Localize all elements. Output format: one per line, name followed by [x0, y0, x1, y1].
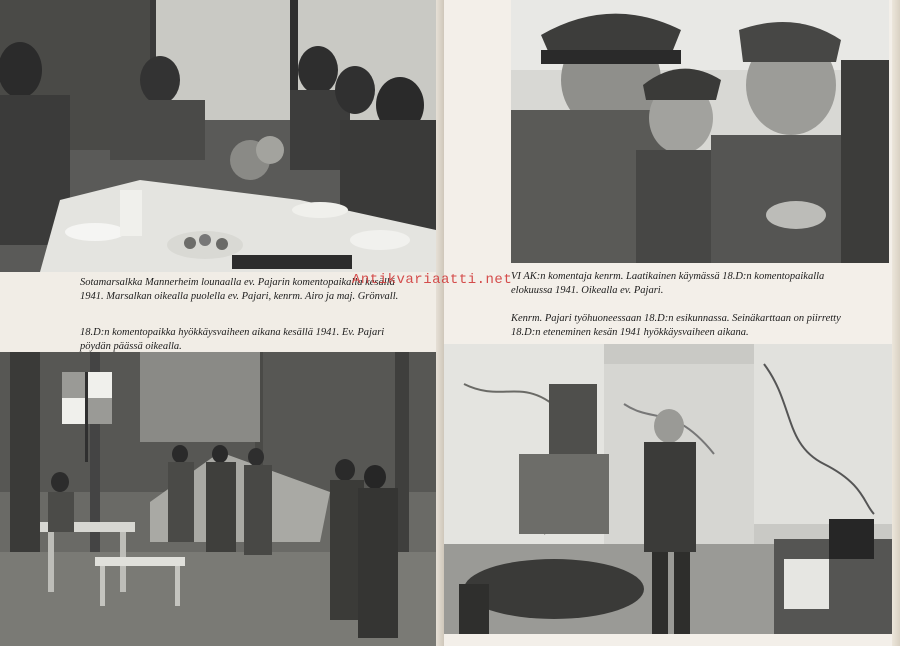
page-edge — [892, 0, 900, 646]
caption-bottom-right: Kenrm. Pajari työhuoneessaan 18.D:n esikunnassa. Seinäkarttaan on piirretty 18.D:n eteneminen kesän 1941 hyökkäysvaiheen aikana. — [511, 313, 841, 338]
watermark-text: Antikvariaatti.net — [352, 272, 513, 288]
caption-bottom-left: 18.D:n komentopaikka hyökkäysvaiheen aikana kesällä 1941. Ev. Pajari pöydän päässä oikealla. — [80, 327, 385, 352]
photo-mannerheim-lunch — [0, 0, 436, 272]
caption-top-left: Sotamarsalkka Mannerheim lounaalla ev. Pajarin komentopaikalla kesällä 1941. Marsalkan oikealla puolella ev. Pajari, kenrm. Airo ja maj. Grönvall. — [80, 277, 399, 302]
photo-pajari-office — [444, 344, 892, 634]
photo-forest-command-post — [0, 352, 436, 646]
caption-top-right: VI AK:n komentaja kenrm. Laatikainen käymässä 18.D:n komentopaikalla elokuussa 1941. Oikealla ev. Pajari. — [511, 271, 825, 296]
photo-laatikainen-visit — [511, 0, 889, 263]
right-page — [444, 0, 900, 646]
left-page — [0, 0, 444, 646]
